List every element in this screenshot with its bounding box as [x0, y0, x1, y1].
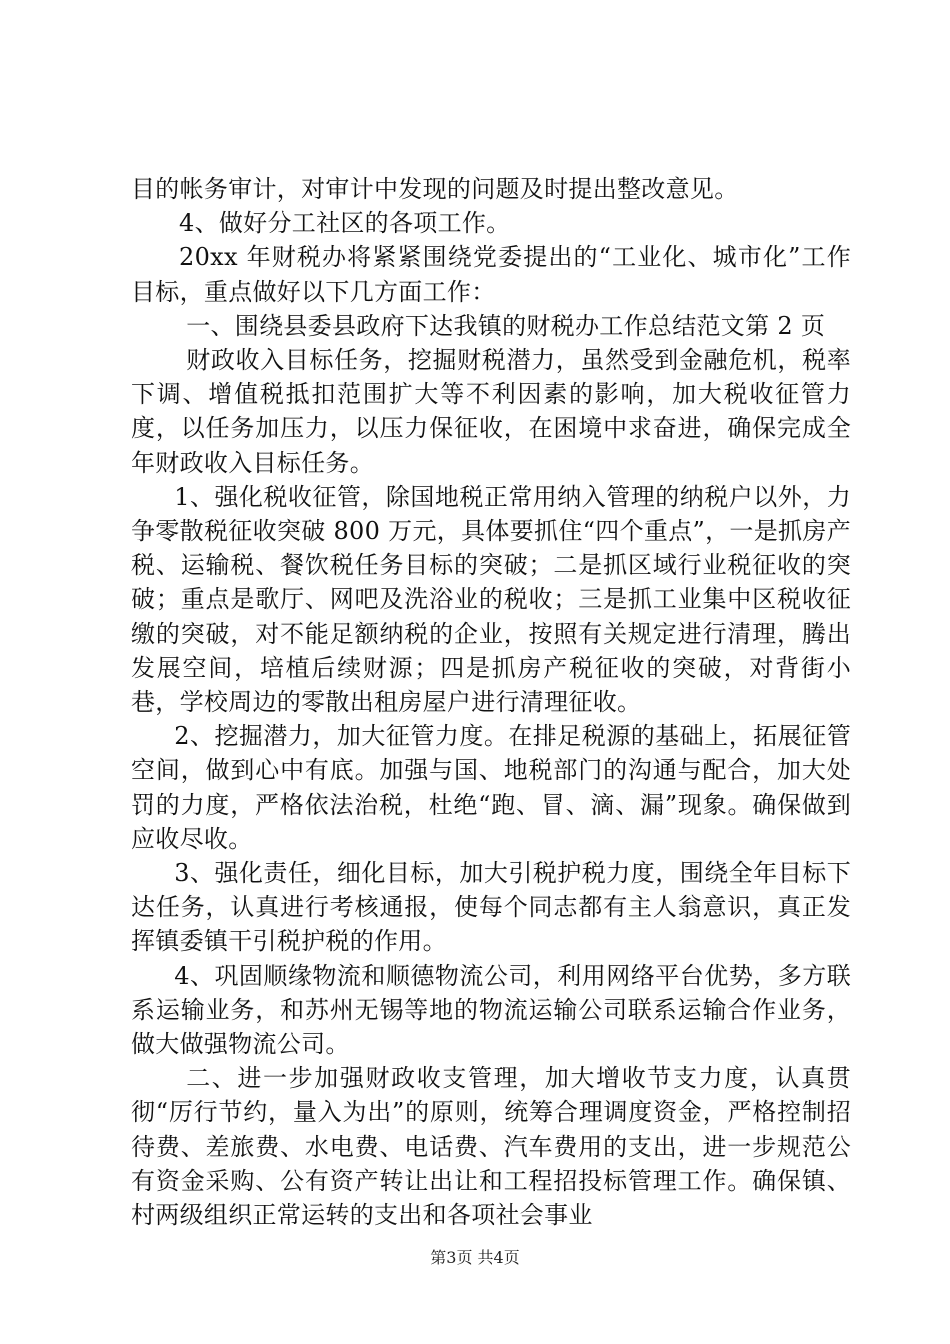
paragraph-audit-continuation: 目的帐务审计，对审计中发现的问题及时提出整改意见。 — [131, 175, 739, 203]
paragraph-item-4-logistics: 4、巩固顺缘物流和顺德物流公司，利用网络平台优势，多方联系运输业务，和苏州无锡等地的物流运输公司联系运输合作业务，做大做强物流公司。 — [131, 961, 851, 1059]
document-body — [131, 172, 851, 1232]
paragraph-annual-goal: 20xx 年财税办将紧紧围绕党委提出的“工业化、城市化”工作目标，重点做好以下几方面工作： — [131, 243, 851, 306]
paragraph-item-1-tax-collection: 1、强化税收征管，除国地税正常用纳入管理的纳税户以外，力争零散税征收突破 800 万元，具体要抓住“四个重点”，一是抓房产税、运输税、餐饮税任务目标的突破；二是抓区域行业税征收的突破；重点是歌厅、网吧及洗浴业的税收；三是抓工业集中区税收征缴的突破，对不能足额纳税的企业，按照有关规定进行清理，腾出发展空间，培植后续财源；四是抓房产税征收的突破，对背街小巷，学校周边的零散出租房屋户进行清理征收。 — [131, 482, 851, 717]
paragraph-item-2-potential: 2、挖掘潜力，加大征管力度。在排足税源的基础上，拓展征管空间，做到心中有底。加强与国、地税部门的沟通与配合，加大处罚的力度，严格依法治税，杜绝“跑、冒、滴、漏”现象。确保做到应收尽收。 — [131, 722, 851, 853]
paragraph-community-work: 4、做好分工社区的各项工作。 — [179, 209, 511, 238]
paragraph-revenue-target: 财政收入目标任务，挖掘财税潜力，虽然受到金融危机，税率下调、增值税抵扣范围扩大等不利因素的影响，加大税收征管力度，以任务加压力，以压力保征收，在困境中求奋进，确保完成全年财政收入目标任务。 — [131, 346, 851, 477]
paragraph-section-two: 二、进一步加强财政收支管理，加大增收节支力度，认真贯彻“厉行节约，量入为出”的原则，统筹合理调度资金，严格控制招待费、差旅费、水电费、电话费、汽车费用的支出，进一步规范公有资金采购、公有资产转让出让和工程招投标管理工作。确保镇、村两级组织正常运转的支出和各项社会事业 — [131, 1064, 851, 1230]
paragraph-item-3-responsibility: 3、强化责任，细化目标，加大引税护税力度，围绕全年目标下达任务，认真进行考核通报，使每个同志都有主人翁意识，真正发挥镇委镇干引税护税的作用。 — [131, 859, 851, 956]
paragraph-section-one-heading: 一、围绕县委县政府下达我镇的财税办工作总结范文第 2 页 — [186, 311, 826, 340]
page-footer: 第3页 共4页 — [430, 1248, 520, 1267]
